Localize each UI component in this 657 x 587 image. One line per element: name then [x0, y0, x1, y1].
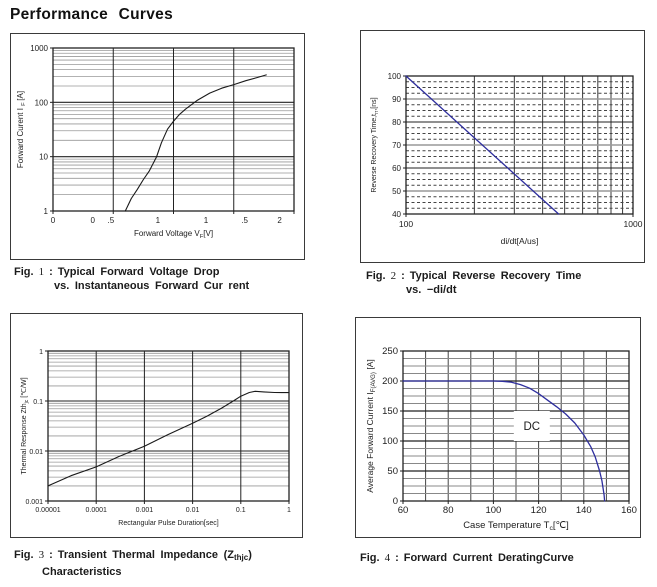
fig4-caption-fig: Fig. [360, 552, 380, 564]
fig3-thermal-impedance-chart [11, 314, 301, 536]
svg-text:0: 0 [50, 216, 56, 225]
svg-text:di/dt[A/us]: di/dt[A/us] [500, 236, 539, 246]
svg-text:1000: 1000 [623, 219, 643, 229]
svg-text:160: 160 [621, 505, 637, 516]
svg-text:.5: .5 [241, 216, 248, 225]
svg-text:0.01: 0.01 [29, 449, 43, 456]
fig4-caption-colon: : [395, 552, 399, 564]
svg-text:1: 1 [155, 216, 161, 225]
fig4-derating-chart [356, 318, 639, 536]
svg-text:Rectangular Pulse Duration[sec: Rectangular Pulse Duration[sec] [118, 520, 219, 527]
svg-text:0.001: 0.001 [25, 499, 43, 506]
fig2-reverse-recovery-chart [361, 31, 643, 261]
svg-text:Thermal Response Zthjc [℃/W]: Thermal Response Zth$_{jc}$ [℃/W] [21, 377, 30, 475]
svg-text:250: 250 [382, 346, 398, 357]
svg-text:1: 1 [287, 507, 291, 514]
fig1-caption-line1 [14, 265, 249, 279]
svg-text:100: 100 [485, 505, 502, 516]
fig3-caption-num: 3 [38, 549, 45, 561]
fig4-caption-title: Forward Current DeratingCurve [403, 552, 574, 564]
figure-3-caption [14, 548, 252, 579]
fig1-caption-fig: Fig. [14, 266, 34, 278]
fig2-caption-line2: vs. −di/dt [406, 284, 457, 296]
svg-text:100: 100 [398, 219, 414, 229]
svg-text:0.1: 0.1 [235, 507, 246, 514]
fig2-caption-title: Typical Reverse Recovery Time [409, 270, 582, 282]
svg-text:100: 100 [34, 98, 48, 108]
svg-text:Forward Voltage VF[V]: Forward Voltage $V_F[V]$ [133, 229, 214, 240]
svg-text:1: 1 [203, 216, 209, 225]
fig3-caption-colon: : [49, 549, 53, 561]
svg-text:70: 70 [392, 141, 401, 150]
svg-text:DC: DC [523, 421, 541, 433]
fig1-caption-colon: : [49, 266, 53, 278]
svg-text:Reverse Recovery Time,trr,[ns]: Reverse Recovery $Time,t_{rr},[ns]$ [371, 97, 380, 193]
fig3-caption-title-sub: thjc [233, 553, 249, 562]
figure-1-caption [14, 265, 249, 293]
svg-text:1: 1 [43, 207, 48, 216]
svg-text:100: 100 [387, 72, 401, 81]
page-title: Performance Curves [10, 6, 174, 23]
svg-text:200: 200 [382, 376, 398, 387]
svg-text:0: 0 [90, 216, 95, 225]
fig4-caption-num: 4 [384, 552, 391, 564]
svg-text:100: 100 [382, 436, 398, 447]
fig3-caption-line1 [14, 548, 252, 565]
fig3-caption-title-post: ) [248, 549, 252, 561]
svg-text:40: 40 [392, 210, 401, 219]
svg-text:90: 90 [392, 95, 401, 104]
svg-text:.5: .5 [107, 216, 115, 225]
fig3-caption-fig: Fig. [14, 549, 34, 561]
svg-text:80: 80 [442, 505, 454, 516]
svg-text:0.001: 0.001 [135, 507, 154, 514]
svg-text:0: 0 [392, 496, 398, 507]
svg-text:10: 10 [39, 152, 48, 162]
fig1-caption-title: Typical Forward Voltage Drop [57, 266, 220, 278]
svg-text:0.0001: 0.0001 [85, 507, 107, 514]
figure-4-box [355, 317, 641, 538]
svg-text:120: 120 [530, 505, 547, 516]
svg-text:Average Forward Current IF(AVG: Average Forward Current $I_{F(AVG)}$ [A] [365, 359, 377, 493]
fig3-caption-title-pre: Transient Thermal Impedance (Z [57, 549, 234, 561]
svg-text:0.00001: 0.00001 [35, 507, 61, 514]
svg-text:1000: 1000 [30, 44, 48, 53]
svg-text:140: 140 [575, 505, 592, 516]
svg-text:1: 1 [39, 349, 43, 356]
svg-text:2: 2 [277, 216, 282, 225]
fig2-caption-fig: Fig. [366, 270, 386, 282]
svg-text:0.1: 0.1 [33, 399, 43, 406]
fig4-caption-line1 [360, 551, 574, 565]
fig2-caption-num: 2 [390, 270, 397, 282]
figure-2-box [360, 30, 645, 263]
svg-text:150: 150 [382, 406, 398, 417]
figure-4-caption [360, 551, 574, 565]
figure-3-box [10, 313, 303, 538]
svg-text:Case Temperature Tc[℃]: Case Temperature $T_c[℃]$ [463, 520, 569, 532]
svg-text:50: 50 [387, 466, 398, 477]
figure-2-caption [366, 269, 581, 297]
svg-text:0.01: 0.01 [185, 507, 200, 514]
fig3-caption-line2: Characteristics [42, 566, 122, 578]
fig1-caption-line2: vs. Instantaneous Forward Cur rent [54, 280, 250, 292]
fig1-forward-voltage-chart [11, 34, 303, 258]
svg-text:Forward Curent I F [A]: Forward Curent I $_F$ [A] [16, 90, 27, 169]
figure-1-box [10, 33, 305, 260]
svg-text:60: 60 [392, 164, 401, 173]
svg-text:50: 50 [392, 187, 401, 196]
fig2-caption-line1 [366, 269, 581, 283]
svg-text:60: 60 [397, 505, 409, 516]
svg-text:80: 80 [392, 118, 401, 127]
fig2-caption-colon: : [401, 270, 405, 282]
fig1-caption-num: 1 [38, 266, 45, 278]
